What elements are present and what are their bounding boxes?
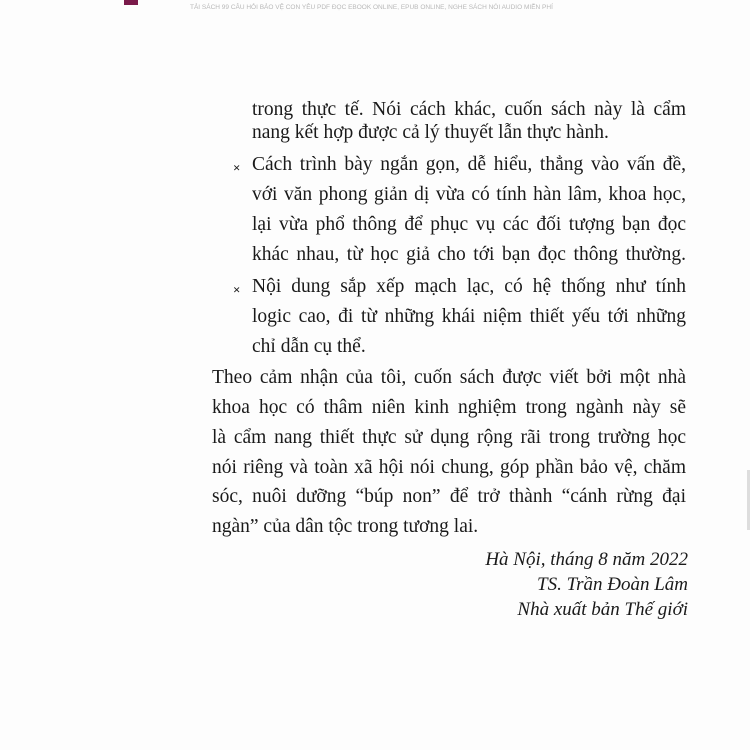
text-line: Nội dung sắp xếp mạch lạc, có hệ thống như tính xyxy=(252,276,686,297)
text-line: chỉ dẫn cụ thể. xyxy=(252,336,366,357)
bullet-icon: × xyxy=(233,282,241,297)
text-line: Cách trình bày ngắn gọn, dễ hiểu, thẳng vào vấn đề, xyxy=(252,154,686,175)
text-line: nói riêng và toàn xã hội nói chung, góp phần bảo vệ, chăm xyxy=(212,457,686,478)
signature-place-date: Hà Nội, tháng 8 năm 2022 xyxy=(485,549,688,570)
bullet-icon: × xyxy=(233,160,241,175)
text-line: sóc, nuôi dưỡng “búp non” để trở thành “cánh rừng đại xyxy=(212,486,686,507)
page-corner-mark xyxy=(124,0,138,5)
text-line: khác nhau, từ học giả cho tới bạn đọc thông thường. xyxy=(252,244,686,265)
text-line: ngàn” của dân tộc trong tương lai. xyxy=(212,516,479,537)
text-line: lại vừa phổ thông để phục vụ các đối tượng bạn đọc xyxy=(252,214,686,235)
signature-author: TS. Trần Đoàn Lâm xyxy=(537,574,688,595)
text-line: khoa học có thâm niên kinh nghiệm trong ngành này sẽ xyxy=(212,397,686,418)
signature-publisher: Nhà xuất bản Thế giới xyxy=(517,599,688,620)
watermark-header: TẢI SÁCH 99 CÂU HỎI BẢO VỆ CON YÊU PDF ĐỌC EBOOK ONLINE, EPUB ONLINE, NGHE SÁCH NÓI AUDIO MIỄN PHÍ xyxy=(190,4,553,11)
text-line: với văn phong giản dị vừa có tính hàn lâm, khoa học, xyxy=(252,184,686,205)
text-line: logic cao, đi từ những khái niệm thiết yếu tới những xyxy=(252,306,686,327)
text-line: Theo cảm nhận của tôi, cuốn sách được viết bởi một nhà xyxy=(212,367,686,388)
text-line: nang kết hợp được cả lý thuyết lẫn thực hành. xyxy=(252,122,609,143)
text-line: là cẩm nang thiết thực sử dụng rộng rãi trong trường học xyxy=(212,427,686,448)
text-line: trong thực tế. Nói cách khác, cuốn sách này là cẩm xyxy=(252,99,686,120)
